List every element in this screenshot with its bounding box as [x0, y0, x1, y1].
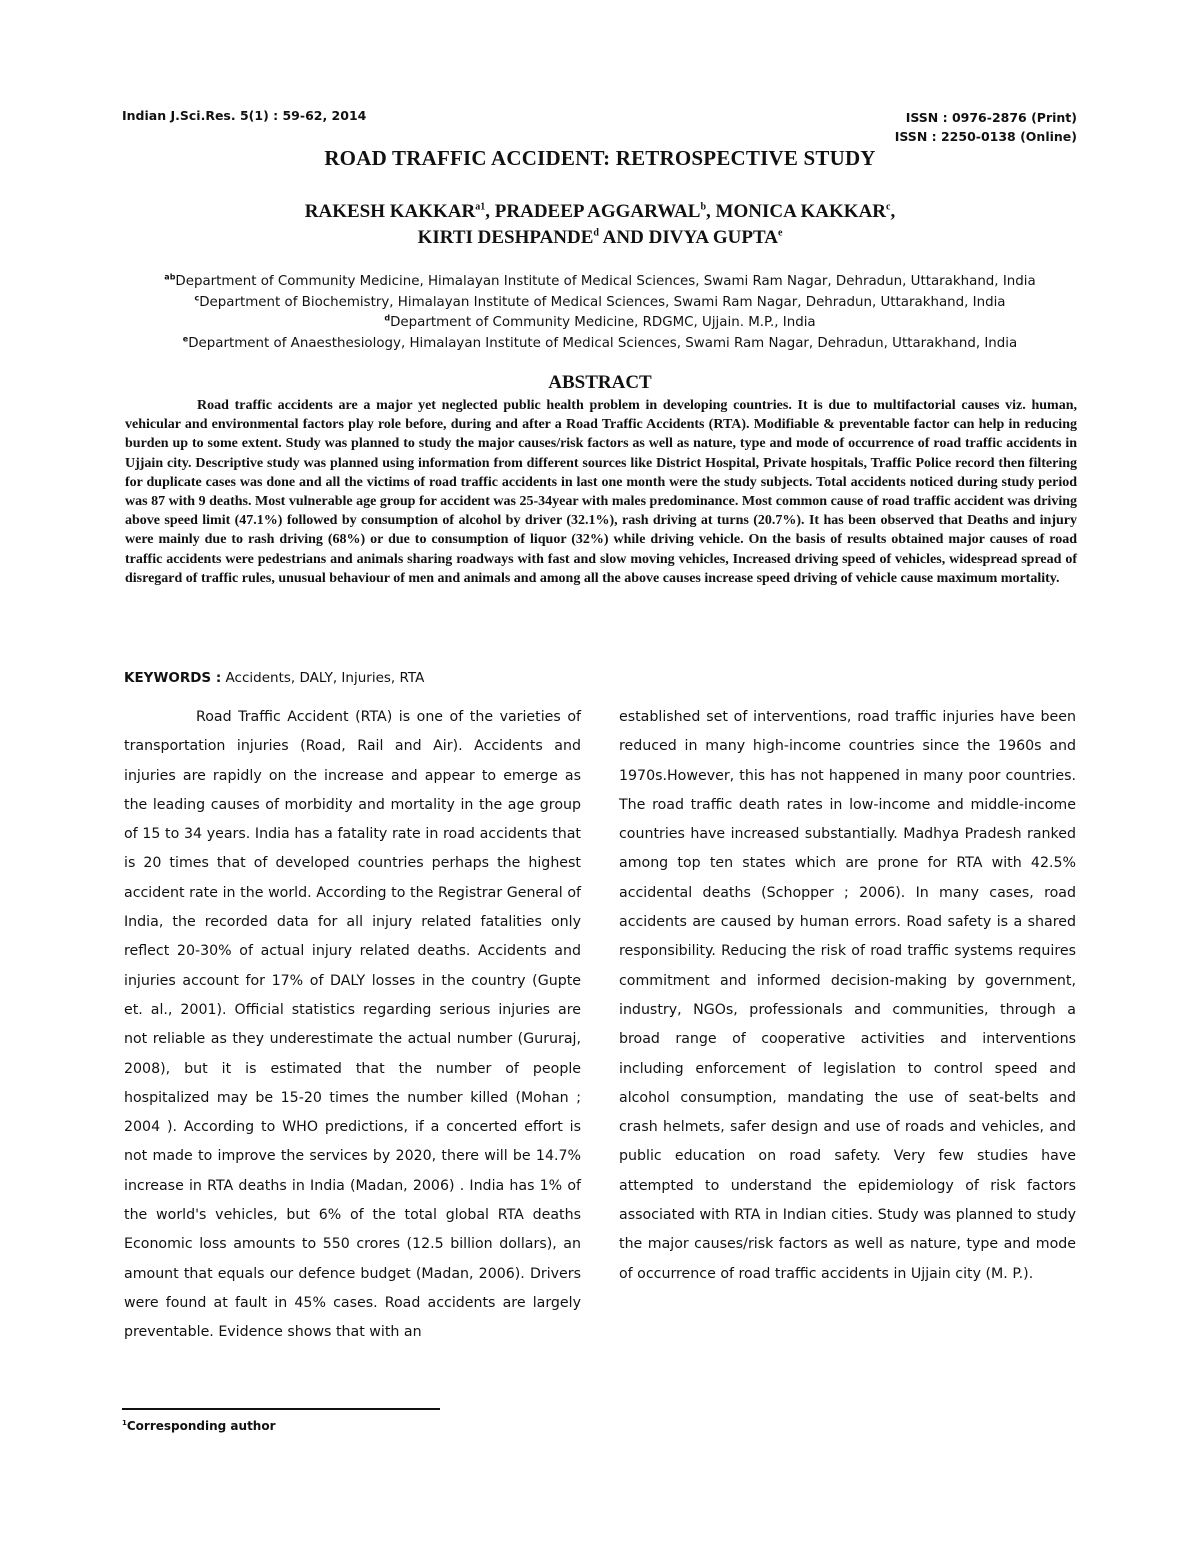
author-separator: , — [485, 201, 495, 222]
author-line-1 — [0, 199, 1200, 225]
abstract-heading: ABSTRACT — [548, 372, 652, 393]
affiliation — [0, 272, 1200, 293]
affiliations — [0, 272, 1200, 354]
affiliation-sup: ab — [164, 272, 176, 282]
affiliation — [0, 293, 1200, 314]
author-list — [0, 199, 1200, 251]
footnote-sup: 1 — [122, 1419, 127, 1427]
keywords-label: KEYWORDS : — [124, 670, 222, 686]
affiliation-sup: c — [194, 293, 200, 303]
author-separator: , — [706, 201, 716, 222]
author-separator: , — [890, 201, 896, 222]
author-line-2 — [0, 225, 1200, 251]
author-name: RAKESH KAKKAR — [304, 201, 476, 222]
paper-title: ROAD TRAFFIC ACCIDENT: RETROSPECTIVE STUDY — [324, 146, 876, 170]
author-name: MONICA KAKKAR — [715, 201, 887, 222]
author-name: DIVYA GUPTA — [648, 227, 778, 248]
affiliation-text: Department of Biochemistry, Himalayan Institute of Medical Sciences, Swami Ram Nagar, Dehradun, Uttarakhand, India — [199, 294, 1006, 310]
author-name: KIRTI DESHPANDE — [417, 227, 594, 248]
author-sup: e — [777, 227, 783, 239]
affiliation-sup: d — [384, 313, 391, 323]
issn-online: ISSN : 2250-0138 (Online) — [894, 129, 1077, 144]
affiliation — [0, 313, 1200, 334]
body-right-column: established set of interventions, road traffic injuries have been reduced in many high-income countries since the 1960s and 1970s.However, this has not happened in many poor countries. The road traffic death rates in low-income and middle-income countries have increased substantially. Madhya Pradesh ranked among top ten states which are prone for RTA with 42.5% accidental deaths (Schopper ; 2006). In many cases, road accidents are caused by human errors. Road safety is a shared responsibility. Reducing the risk of road traffic systems requires commitment and informed decision-making by government, industry, NGOs, professionals and communities, through a broad range of cooperative activities and interventions including enforcement of legislation to control speed and alcohol consumption, mandating the use of seat-belts and crash helmets, safer design and use of roads and vehicles, and public education on road safety. Very few studies have attempted to understand the epidemiology of risk factors associated with RTA in Indian cities. Study was planned to study the major causes/risk factors as well as nature, type and mode of occurrence of road traffic accidents in Ujjain city (M. P.). — [619, 709, 1076, 1282]
issn-block — [895, 108, 1077, 146]
keywords-text: Accidents, DALY, Injuries, RTA — [225, 670, 425, 686]
footnote — [122, 1419, 276, 1433]
affiliation — [0, 334, 1200, 355]
author-name: PRADEEP AGGARWAL — [494, 201, 701, 222]
footnote-text: Corresponding author — [126, 1419, 276, 1433]
affiliation-sup: e — [182, 334, 189, 344]
author-sup: a1 — [475, 201, 486, 213]
affiliation-text: Department of Community Medicine, RDGMC, Ujjain. M.P., India — [390, 315, 816, 331]
affiliation-text: Department of Anaesthesiology, Himalayan Institute of Medical Sciences, Swami Ram Nagar, Dehradun, Uttarakhand, India — [188, 335, 1018, 351]
keywords — [124, 670, 424, 686]
issn-print: ISSN : 0976-2876 (Print) — [905, 110, 1077, 125]
footnote-divider — [122, 1408, 440, 1410]
abstract-text: Road traffic accidents are a major yet neglected public health problem in developing countries. It is due to multifactorial causes viz. human, vehicular and environmental factors play role before, during and after a Road Traffic Accidents (RTA). Modifiable & preventable factor can help in reducing burden up to some extent. Study was planned to study the major causes/risk factors as well as nature, type and mode of occurrence of road traffic accidents in Ujjain city. Descriptive study was planned using information from different sources like District Hospital, Private hospitals, Traffic Police record then filtering for duplicate cases was done and all the victims of road traffic accidents in last one month were the study subjects. Total accidents noticed during study period was 87 with 9 deaths. Most vulnerable age group for accident was 25-34year with males predominance. Most common cause of road traffic accident was driving above speed limit (47.1%) followed by consumption of alcohol by driver (32.1%), rash driving at turns (20.7%). It has been observed that Deaths and injury were mainly due to rash driving (68%) or due to consumption of liquor (32%) while driving vehicle. On the basis of results obtained major causes of road traffic accidents were pedestrians and animals sharing roadways with fast and slow moving vehicles, Increased driving speed of vehicles, widespread spread of disregard of traffic rules, unusual behaviour of men and animals and among all the above causes increase speed driving of vehicle cause maximum mortality. — [125, 398, 1077, 586]
affiliation-text: Department of Community Medicine, Himalayan Institute of Medical Sciences, Swami Ram Nagar, Dehradun, Uttarakhand, India — [175, 274, 1036, 289]
author-sup: d — [593, 227, 599, 239]
journal-reference: Indian J.Sci.Res. 5(1) : 59-62, 2014 — [122, 108, 367, 123]
author-sup: c — [886, 201, 891, 213]
body-left-column: Road Traffic Accident (RTA) is one of the varieties of transportation injuries (Road, Rail and Air). Accidents and injuries are rapidly on the increase and appear to emerge as the leading causes of morbidity and mortality in the age group of 15 to 34 years. India has a fatality rate in road accidents that is 20 times that of developed countries perhaps the highest accident rate in the world. According to the Registrar General of India, the recorded data for all injury related fatalities only reflect 20-30% of actual injury related deaths. Accidents and injuries account for 17% of DALY losses in the country (Gupte et. al., 2001). Official statistics regarding serious injuries are not reliable as they underestimate the actual number (Gururaj, 2008), but it is estimated that the number of people hospitalized may be 15-20 times the number killed (Mohan ; 2004 ). According to WHO predictions, if a concerted effort is not made to improve the services by 2020, there will be 14.7% increase in RTA deaths in India (Madan, 2006) . India has 1% of the world's vehicles, but 6% of the total global RTA deaths Economic loss amounts to 550 crores (12.5 billion dollars), an amount that equals our defence budget (Madan, 2006). Drivers were found at fault in 45% cases. Road accidents are largely preventable. Evidence shows that with an — [124, 709, 581, 1341]
author-separator: AND — [598, 227, 649, 248]
author-sup: b — [700, 201, 707, 213]
